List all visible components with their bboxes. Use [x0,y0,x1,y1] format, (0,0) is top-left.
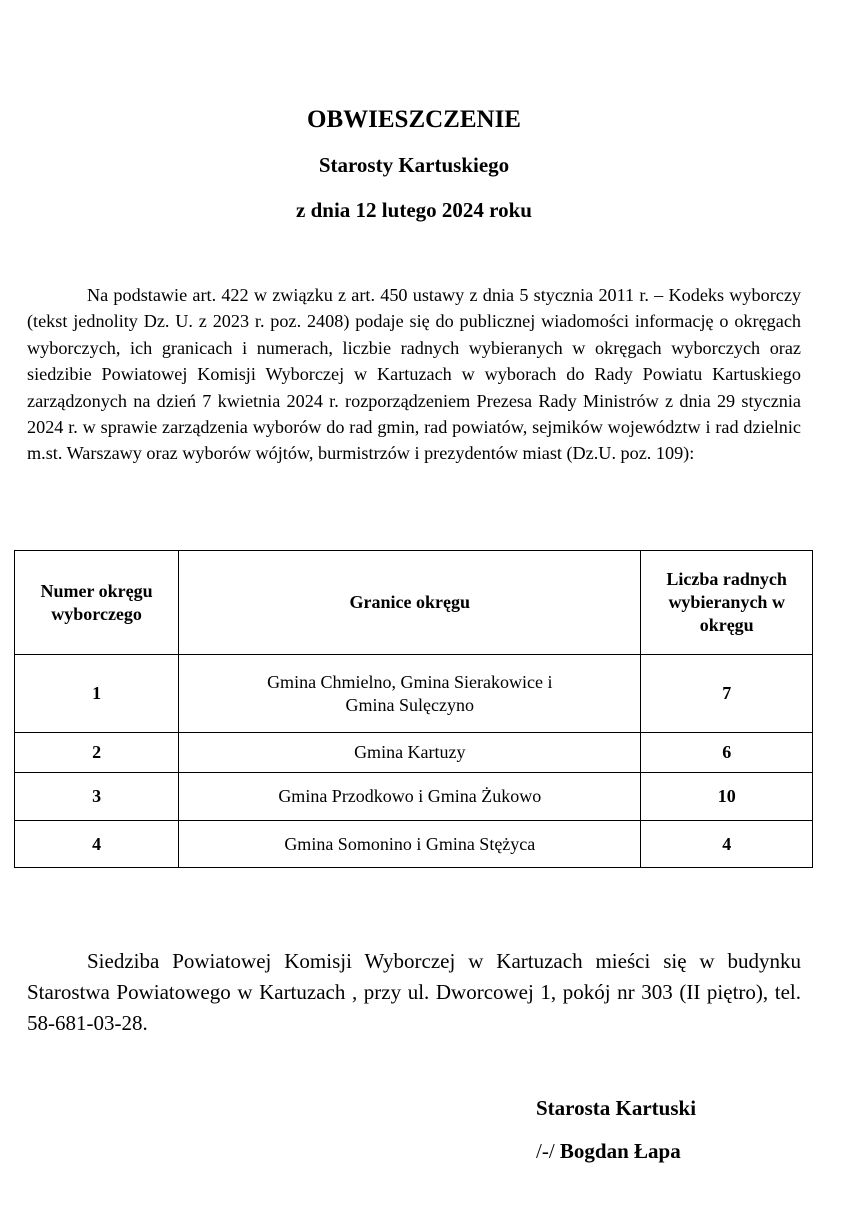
seat-count: 4 [641,821,813,868]
seat-count: 7 [641,655,813,733]
district-borders: Gmina Kartuzy [179,733,641,773]
header-district-number: Numer okręgu wyborczego [15,551,179,655]
header-district-borders: Granice okręgu [179,551,641,655]
document-date: z dnia 12 lutego 2024 roku [296,198,532,222]
signature-name: Bogdan Łapa [559,1139,681,1163]
table-row [15,773,813,821]
document-subtitle: Starosty Kartuskiego [318,153,510,177]
district-number: 3 [15,773,179,821]
seat-count: 10 [641,773,813,821]
header-seat-count: Liczba radnych wybieranych w okręgu [641,551,813,655]
district-number: 4 [15,821,179,868]
table-row [15,733,813,773]
signature-line [536,1139,681,1164]
district-number: 2 [15,733,179,773]
district-borders: Gmina Somonino i Gmina Stężyca [179,821,641,868]
district-number: 1 [15,655,179,733]
seat-count: 6 [641,733,813,773]
intro-paragraph: Na podstawie art. 422 w związku z art. 450 ustawy z dnia 5 stycznia 2011 r. – Kodeks wyborczy (tekst jednolity Dz. U. z 2023 r. poz. 2408) podaje się do publicznej wiadomości informację o okręgach wyborczych, ich granicach i numerach, liczbie radnych wybieranych w okręgach wyborczych oraz siedzibie Powiatowej Komisji Wyborczej w Kartuzach w wyborach do Rady Powiatu Kartuskiego zarządzonych na dzień 7 kwietnia 2024 r. rozporządzeniem Prezesa Rady Ministrów z dnia 29 stycznia 2024 r. w sprawie zarządzenia wyborów do rad gmin, rad powiatów, sejmików województw i rad dzielnic m.st. Warszawy oraz wyborów wójtów, burmistrzów i prezydentów miast (Dz.U. poz. 109): [27,285,801,464]
table-row [15,821,813,868]
signature-prefix: /-/ [536,1139,555,1163]
district-borders: Gmina Chmielno, Gmina Sierakowice i Gmina Sulęczyno [179,655,641,733]
table-header-row [15,551,813,655]
signature-role: Starosta Kartuski [536,1096,697,1120]
table-row [15,655,813,733]
district-borders: Gmina Przodkowo i Gmina Żukowo [179,773,641,821]
districts-table [14,550,813,868]
commission-seat-paragraph: Siedziba Powiatowej Komisji Wyborczej w Kartuzach mieści się w budynku Starostwa Powiatowego w Kartuzach , przy ul. Dworcowej 1, pokój nr 303 (II piętro), tel. 58-681-03-28. [27,949,801,1035]
document-title: OBWIESZCZENIE [307,106,521,133]
